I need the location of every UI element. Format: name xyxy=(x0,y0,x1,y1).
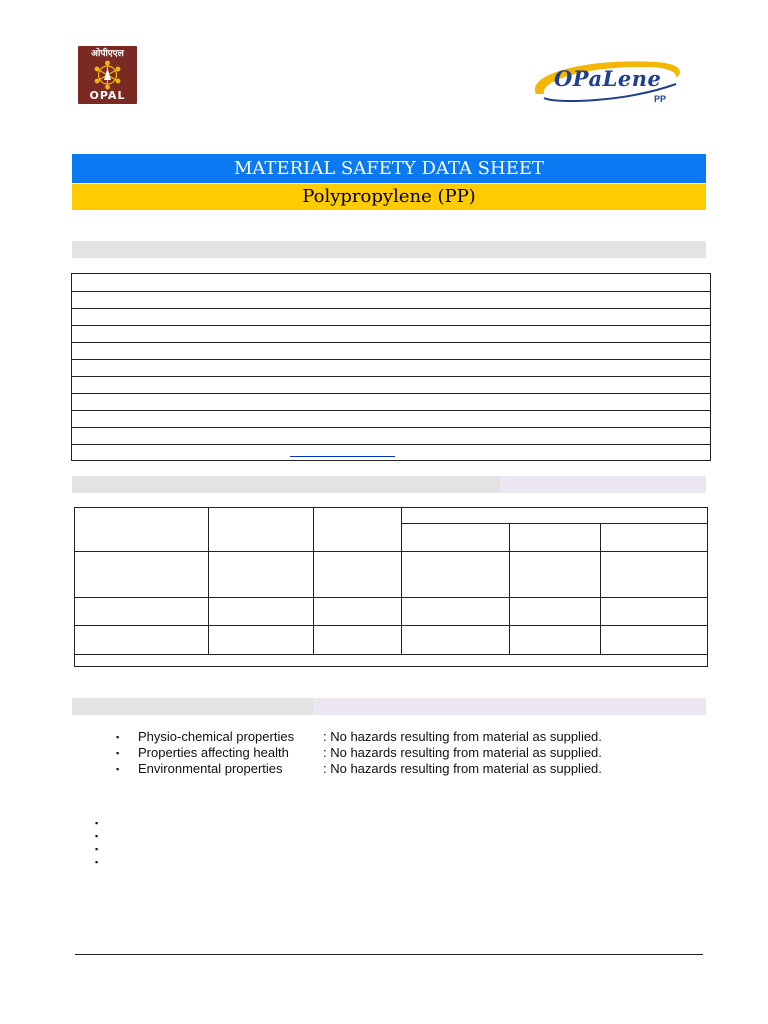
table-row xyxy=(75,625,707,626)
hazard-label: Physio-chemical properties xyxy=(138,729,295,744)
table-row xyxy=(72,291,710,292)
table-row xyxy=(72,410,710,411)
table-row xyxy=(72,308,710,309)
footer-divider xyxy=(75,954,703,955)
list-bullet: ▪ xyxy=(116,764,120,774)
list-bullet: ▪ xyxy=(95,857,99,867)
opalene-brand-text: OPaLene xyxy=(554,66,662,91)
table-column-divider xyxy=(600,523,601,654)
list-bullet: ▪ xyxy=(95,844,99,854)
section-header-hazards xyxy=(72,698,706,715)
table-row xyxy=(75,597,707,598)
table-row xyxy=(72,359,710,360)
website-link[interactable] xyxy=(290,456,395,457)
hazard-label: Environmental properties xyxy=(138,761,283,776)
hazard-value: : No hazards resulting from material as supplied. xyxy=(323,745,602,760)
table-row xyxy=(72,376,710,377)
table-row xyxy=(72,427,710,428)
identification-table xyxy=(71,273,711,461)
document-subtitle: Polypropylene (PP) xyxy=(72,184,706,210)
list-item xyxy=(116,745,676,761)
list-item xyxy=(116,729,676,745)
opal-logo-hindi-text: ओपीएएल xyxy=(91,49,124,59)
table-row xyxy=(75,551,707,552)
list-bullet: ▪ xyxy=(95,818,99,828)
table-column-divider xyxy=(313,508,314,654)
opal-logo xyxy=(78,46,137,104)
list-bullet: ▪ xyxy=(116,748,120,758)
table-row xyxy=(72,444,710,445)
opalene-suffix: PP xyxy=(654,94,667,104)
table-column-divider xyxy=(509,523,510,654)
opal-logo-word: OPAL xyxy=(89,89,126,102)
table-row xyxy=(72,393,710,394)
table-row xyxy=(72,342,710,343)
hazard-value: : No hazards resulting from material as supplied. xyxy=(323,729,602,744)
table-row xyxy=(401,523,707,524)
list-item xyxy=(116,761,676,777)
document-title: MATERIAL SAFETY DATA SHEET xyxy=(72,154,706,183)
opalene-logo xyxy=(526,54,686,110)
section-header-identification xyxy=(72,241,706,258)
hazard-label: Properties affecting health xyxy=(138,745,289,760)
list-bullet: ▪ xyxy=(116,732,120,742)
hazard-value: : No hazards resulting from material as supplied. xyxy=(323,761,602,776)
table-row xyxy=(75,654,707,655)
composition-table xyxy=(74,507,708,667)
section-header-composition xyxy=(72,476,706,493)
table-row xyxy=(72,325,710,326)
table-column-divider xyxy=(401,508,402,654)
table-column-divider xyxy=(208,508,209,654)
list-bullet: ▪ xyxy=(95,831,99,841)
molecule-icon xyxy=(90,60,125,90)
